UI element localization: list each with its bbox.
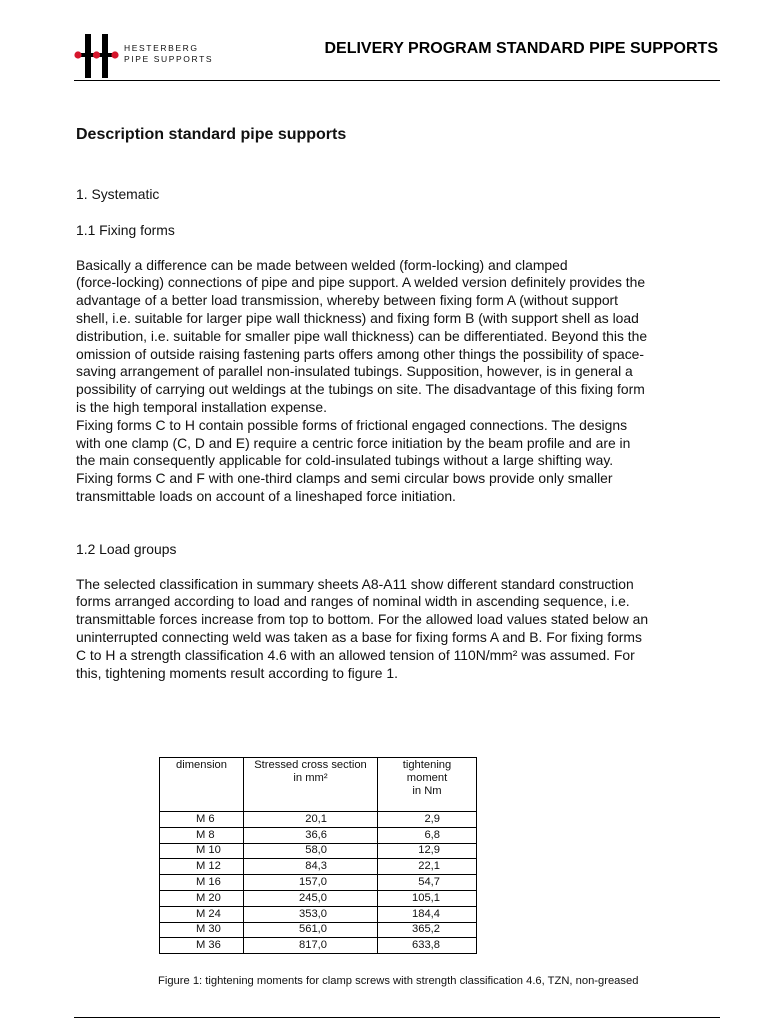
cell-moment: 22,1 — [378, 859, 477, 875]
p1-line: shell, i.e. suitable for larger pipe wall thickness) and fixing form B (with support shell as load — [76, 309, 639, 326]
cell-cross-section: 157,0 — [244, 875, 378, 891]
cell-dimension: M 24 — [160, 906, 244, 922]
cell-dimension: M 6 — [160, 812, 244, 828]
cell-dimension: M 10 — [160, 843, 244, 859]
cell-dimension: M 20 — [160, 890, 244, 906]
cell-cross-section: 58,0 — [244, 843, 378, 859]
table-row — [160, 812, 477, 828]
table-row — [160, 827, 477, 843]
p2-line: transmittable forces increase from top to bottom. For the allowed load values stated below an — [76, 611, 649, 628]
cell-cross-section: 817,0 — [244, 938, 378, 954]
p1-line: advantage of a better load transmission, whereby between fixing form A (without support — [76, 292, 619, 309]
table-row — [160, 890, 477, 906]
main-content — [76, 124, 726, 682]
document-title: DELIVERY PROGRAM STANDARD PIPE SUPPORTS — [324, 40, 718, 57]
tightening-moments-table — [159, 757, 477, 954]
cell-dimension: M 36 — [160, 938, 244, 954]
table-row — [160, 906, 477, 922]
p1-line: Fixing forms C and F with one-third clamps and semi circular bows provide only smaller — [76, 470, 613, 487]
logo-line-2: PIPE SUPPORTS — [124, 54, 214, 64]
p1-line: (force-locking) connections of pipe and pipe support. A welded version definitely provides the — [76, 274, 646, 291]
cell-cross-section: 84,3 — [244, 859, 378, 875]
footer-divider — [74, 1017, 720, 1018]
p2-line: forms arranged according to load and ranges of nominal width in ascending sequence, i.e. — [76, 593, 630, 610]
p2-line: this, tightening moments result according to figure 1. — [76, 664, 398, 681]
p1-line: is the high temporal installation expense. — [76, 398, 327, 415]
cell-moment: 6,8 — [378, 827, 477, 843]
section-1-1-title: 1.1 Fixing forms — [76, 221, 175, 238]
cell-dimension: M 12 — [160, 859, 244, 875]
load-groups-paragraph — [76, 576, 726, 683]
p1-line: Fixing forms C to H contain possible forms of frictional engaged connections. The designs — [76, 416, 628, 433]
p2-line: C to H a strength classification 4.6 with an allowed tension of 110N/mm² was assumed. For — [76, 646, 635, 663]
tightening-moments-table-wrapper — [159, 757, 477, 954]
p1-line: omission of outside raising fastening parts offers among other things the possibility of space- — [76, 345, 645, 362]
cell-moment: 365,2 — [378, 922, 477, 938]
p1-line: Basically a difference can be made between welded (form-locking) and clamped — [76, 256, 568, 273]
table-row — [160, 843, 477, 859]
logo-text — [124, 43, 213, 65]
header-divider — [74, 80, 720, 81]
p1-line: transmittable loads on account of a lineshaped force initiation. — [76, 487, 456, 504]
logo-line-1: HESTERBERG — [124, 43, 199, 53]
cell-dimension: M 8 — [160, 827, 244, 843]
section-1-title: 1. Systematic — [76, 186, 160, 202]
p1-line: saving arrangement of parallel non-insulated tubings. Supposition, however, is in general a — [76, 363, 633, 380]
table-row — [160, 859, 477, 875]
cell-moment: 12,9 — [378, 843, 477, 859]
p1-line: distribution, i.e. suitable for smaller pipe wall thickness) can be differentiated. Beyond this the — [76, 327, 648, 344]
section-1-2-title: 1.2 Load groups — [76, 540, 177, 557]
page-header — [0, 0, 768, 82]
cell-dimension: M 30 — [160, 922, 244, 938]
cell-moment: 184,4 — [378, 906, 477, 922]
cell-moment: 54,7 — [378, 875, 477, 891]
fixing-forms-paragraph — [76, 257, 726, 506]
p1-line: possibility of carrying out weldings at the tubings on site. The disadvantage of this fixing form — [76, 381, 645, 398]
cell-moment: 105,1 — [378, 890, 477, 906]
hesterberg-logo — [74, 34, 214, 80]
cell-moment: 633,8 — [378, 938, 477, 954]
p1-line: the main consequently applicable for cold-insulated tubings without a large shifting way. — [76, 452, 614, 469]
cell-dimension: M 16 — [160, 875, 244, 891]
figure-caption: Figure 1: tightening moments for clamp screws with strength classification 4.6, TZN, non-greased — [158, 975, 639, 987]
cell-cross-section: 245,0 — [244, 890, 378, 906]
cell-cross-section: 20,1 — [244, 812, 378, 828]
cell-moment: 2,9 — [378, 812, 477, 828]
column-header-tightening-moment: tightening moment in Nm — [378, 758, 477, 812]
hesterberg-logo-mark — [74, 34, 122, 78]
column-header-cross-section: Stressed cross section in mm² — [244, 758, 378, 812]
column-header-dimension: dimension — [160, 758, 244, 812]
table-row — [160, 875, 477, 891]
page-heading: Description standard pipe supports — [76, 126, 347, 143]
cell-cross-section: 36,6 — [244, 827, 378, 843]
cell-cross-section: 353,0 — [244, 906, 378, 922]
table-row — [160, 922, 477, 938]
table-row — [160, 938, 477, 954]
table-header-row — [160, 758, 477, 812]
p1-line: with one clamp (C, D and E) require a centric force initiation by the beam profile and are in — [76, 434, 631, 451]
p2-line: The selected classification in summary sheets A8-A11 show different standard construction — [76, 575, 634, 592]
p2-line: uninterrupted connecting weld was taken as a base for fixing forms A and B. For fixing forms — [76, 628, 642, 645]
cell-cross-section: 561,0 — [244, 922, 378, 938]
